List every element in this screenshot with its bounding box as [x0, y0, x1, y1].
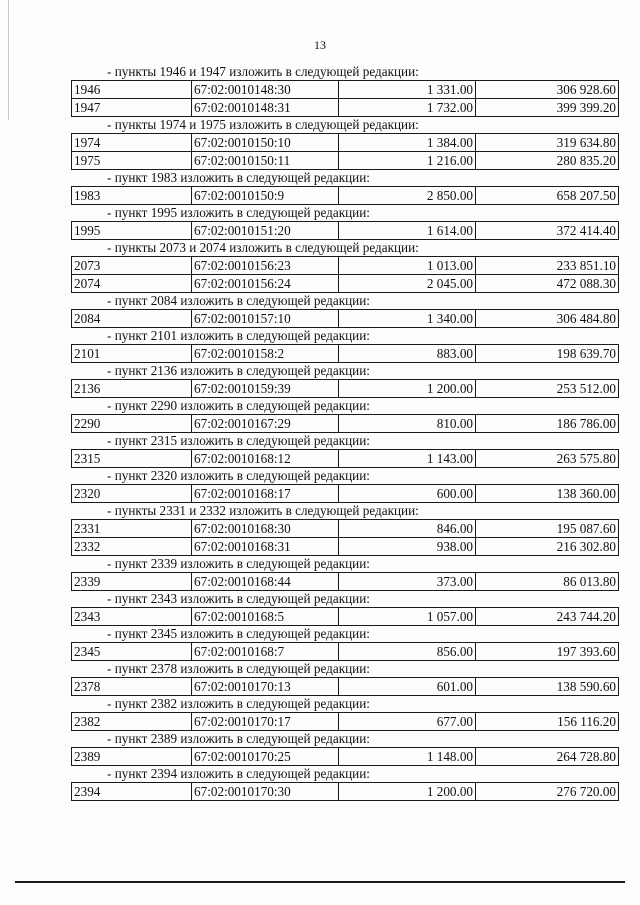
table-row — [72, 310, 619, 328]
cadastral-number-cell: 67:02:0010150:10 — [192, 134, 339, 152]
item-number-cell: 2320 — [72, 485, 192, 503]
cadastral-value-cell: 372 414.40 — [476, 222, 619, 240]
amendment-table — [71, 186, 619, 205]
cadastral-number-cell: 67:02:0010167:29 — [192, 415, 339, 433]
cadastral-value-cell: 306 928.60 — [476, 81, 619, 99]
table-row — [72, 520, 619, 538]
item-number-cell: 2378 — [72, 678, 192, 696]
amendment-table — [71, 642, 619, 661]
amendment-heading: - пункт 2320 изложить в следующей редакции: — [107, 468, 370, 483]
cadastral-number-cell: 67:02:0010148:30 — [192, 81, 339, 99]
table-row — [72, 99, 619, 117]
table-row — [72, 222, 619, 240]
amendment-table — [71, 484, 619, 503]
table-row — [72, 275, 619, 293]
cadastral-number-cell: 67:02:0010170:13 — [192, 678, 339, 696]
item-number-cell: 2084 — [72, 310, 192, 328]
amendment-table — [71, 747, 619, 766]
amendment-heading: - пункт 2394 изложить в следующей редакции: — [107, 766, 370, 781]
amendment-table — [71, 133, 619, 170]
cadastral-number-cell: 67:02:0010168:17 — [192, 485, 339, 503]
table-row — [72, 152, 619, 170]
amendment-heading: - пункты 1946 и 1947 изложить в следующей редакции: — [107, 64, 419, 79]
amendment-table — [71, 572, 619, 591]
table-row — [72, 713, 619, 731]
item-number-cell: 1983 — [72, 187, 192, 205]
table-row — [72, 187, 619, 205]
cadastral-value-cell: 198 639.70 — [476, 345, 619, 363]
table-row — [72, 748, 619, 766]
scan-left-margin-mark — [8, 0, 9, 120]
area-cell: 1 384.00 — [339, 134, 476, 152]
item-number-cell: 1974 — [72, 134, 192, 152]
item-number-cell: 2343 — [72, 608, 192, 626]
area-cell: 600.00 — [339, 485, 476, 503]
page-number: 13 — [314, 38, 326, 52]
cadastral-number-cell: 67:02:0010168:12 — [192, 450, 339, 468]
amendment-heading: - пункт 1995 изложить в следующей редакции: — [107, 205, 370, 220]
footer-rule — [15, 881, 625, 883]
area-cell: 1 057.00 — [339, 608, 476, 626]
amendment-heading: - пункт 2290 изложить в следующей редакции: — [107, 398, 370, 413]
cadastral-number-cell: 67:02:0010170:25 — [192, 748, 339, 766]
area-cell: 373.00 — [339, 573, 476, 591]
area-cell: 1 340.00 — [339, 310, 476, 328]
area-cell: 2 045.00 — [339, 275, 476, 293]
cadastral-value-cell: 138 590.60 — [476, 678, 619, 696]
cadastral-value-cell: 276 720.00 — [476, 783, 619, 801]
cadastral-value-cell: 280 835.20 — [476, 152, 619, 170]
cadastral-number-cell: 67:02:0010151:20 — [192, 222, 339, 240]
table-row — [72, 678, 619, 696]
area-cell: 846.00 — [339, 520, 476, 538]
area-cell: 883.00 — [339, 345, 476, 363]
document-body — [71, 64, 616, 801]
area-cell: 856.00 — [339, 643, 476, 661]
cadastral-number-cell: 67:02:0010170:30 — [192, 783, 339, 801]
item-number-cell: 2290 — [72, 415, 192, 433]
amendment-heading: - пункт 2382 изложить в следующей редакции: — [107, 696, 370, 711]
cadastral-value-cell: 263 575.80 — [476, 450, 619, 468]
cadastral-value-cell: 216 302.80 — [476, 538, 619, 556]
amendment-heading: - пункт 2315 изложить в следующей редакции: — [107, 433, 370, 448]
cadastral-value-cell: 472 088.30 — [476, 275, 619, 293]
cadastral-value-cell: 233 851.10 — [476, 257, 619, 275]
cadastral-number-cell: 67:02:0010157:10 — [192, 310, 339, 328]
area-cell: 1 331.00 — [339, 81, 476, 99]
cadastral-number-cell: 67:02:0010170:17 — [192, 713, 339, 731]
amendment-heading: - пункт 2343 изложить в следующей редакции: — [107, 591, 370, 606]
item-number-cell: 2136 — [72, 380, 192, 398]
amendment-table — [71, 414, 619, 433]
item-number-cell: 1995 — [72, 222, 192, 240]
area-cell: 1 200.00 — [339, 380, 476, 398]
amendment-table — [71, 782, 619, 801]
area-cell: 1 143.00 — [339, 450, 476, 468]
cadastral-value-cell: 399 399.20 — [476, 99, 619, 117]
cadastral-number-cell: 67:02:0010156:24 — [192, 275, 339, 293]
area-cell: 601.00 — [339, 678, 476, 696]
table-row — [72, 257, 619, 275]
amendment-table — [71, 379, 619, 398]
table-row — [72, 608, 619, 626]
cadastral-value-cell: 156 116.20 — [476, 713, 619, 731]
area-cell: 1 148.00 — [339, 748, 476, 766]
item-number-cell: 2389 — [72, 748, 192, 766]
amendment-heading: - пункт 2345 изложить в следующей редакции: — [107, 626, 370, 641]
table-row — [72, 643, 619, 661]
area-cell: 938.00 — [339, 538, 476, 556]
cadastral-number-cell: 67:02:0010159:39 — [192, 380, 339, 398]
amendment-heading: - пункт 2136 изложить в следующей редакции: — [107, 363, 370, 378]
table-row — [72, 134, 619, 152]
amendment-heading: - пункты 2073 и 2074 изложить в следующей редакции: — [107, 240, 419, 255]
amendment-table — [71, 80, 619, 117]
cadastral-value-cell: 243 744.20 — [476, 608, 619, 626]
item-number-cell: 2073 — [72, 257, 192, 275]
area-cell: 810.00 — [339, 415, 476, 433]
item-number-cell: 1946 — [72, 81, 192, 99]
item-number-cell: 2315 — [72, 450, 192, 468]
cadastral-value-cell: 86 013.80 — [476, 573, 619, 591]
table-row — [72, 380, 619, 398]
amendment-table — [71, 256, 619, 293]
cadastral-number-cell: 67:02:0010148:31 — [192, 99, 339, 117]
amendment-table — [71, 677, 619, 696]
cadastral-value-cell: 306 484.80 — [476, 310, 619, 328]
area-cell: 2 850.00 — [339, 187, 476, 205]
amendment-table — [71, 221, 619, 240]
amendment-heading: - пункт 2339 изложить в следующей редакции: — [107, 556, 370, 571]
table-row — [72, 538, 619, 556]
table-row — [72, 573, 619, 591]
area-cell: 1 216.00 — [339, 152, 476, 170]
amendment-heading: - пункты 2331 и 2332 изложить в следующей редакции: — [107, 503, 419, 518]
amendment-table — [71, 712, 619, 731]
item-number-cell: 1947 — [72, 99, 192, 117]
item-number-cell: 1975 — [72, 152, 192, 170]
item-number-cell: 2074 — [72, 275, 192, 293]
amendment-table — [71, 449, 619, 468]
table-row — [72, 345, 619, 363]
item-number-cell: 2331 — [72, 520, 192, 538]
amendment-heading: - пункт 2084 изложить в следующей редакции: — [107, 293, 370, 308]
item-number-cell: 2339 — [72, 573, 192, 591]
cadastral-value-cell: 253 512.00 — [476, 380, 619, 398]
cadastral-number-cell: 67:02:0010150:9 — [192, 187, 339, 205]
amendment-heading: - пункты 1974 и 1975 изложить в следующей редакции: — [107, 117, 419, 132]
area-cell: 677.00 — [339, 713, 476, 731]
cadastral-number-cell: 67:02:0010168:5 — [192, 608, 339, 626]
area-cell: 1 732.00 — [339, 99, 476, 117]
amendment-table — [71, 344, 619, 363]
amendment-table — [71, 519, 619, 556]
cadastral-number-cell: 67:02:0010150:11 — [192, 152, 339, 170]
amendment-heading: - пункт 2101 изложить в следующей редакции: — [107, 328, 370, 343]
table-row — [72, 415, 619, 433]
cadastral-value-cell: 658 207.50 — [476, 187, 619, 205]
area-cell: 1 013.00 — [339, 257, 476, 275]
item-number-cell: 2332 — [72, 538, 192, 556]
cadastral-value-cell: 186 786.00 — [476, 415, 619, 433]
cadastral-number-cell: 67:02:0010168:31 — [192, 538, 339, 556]
item-number-cell: 2101 — [72, 345, 192, 363]
cadastral-value-cell: 264 728.80 — [476, 748, 619, 766]
cadastral-number-cell: 67:02:0010156:23 — [192, 257, 339, 275]
item-number-cell: 2394 — [72, 783, 192, 801]
cadastral-number-cell: 67:02:0010168:44 — [192, 573, 339, 591]
cadastral-value-cell: 138 360.00 — [476, 485, 619, 503]
table-row — [72, 485, 619, 503]
cadastral-number-cell: 67:02:0010158:2 — [192, 345, 339, 363]
item-number-cell: 2382 — [72, 713, 192, 731]
table-row — [72, 783, 619, 801]
cadastral-value-cell: 319 634.80 — [476, 134, 619, 152]
cadastral-number-cell: 67:02:0010168:30 — [192, 520, 339, 538]
amendment-heading: - пункт 2389 изложить в следующей редакции: — [107, 731, 370, 746]
item-number-cell: 2345 — [72, 643, 192, 661]
cadastral-value-cell: 195 087.60 — [476, 520, 619, 538]
area-cell: 1 614.00 — [339, 222, 476, 240]
cadastral-value-cell: 197 393.60 — [476, 643, 619, 661]
table-row — [72, 450, 619, 468]
area-cell: 1 200.00 — [339, 783, 476, 801]
amendment-heading: - пункт 1983 изложить в следующей редакции: — [107, 170, 370, 185]
amendment-table — [71, 309, 619, 328]
amendment-heading: - пункт 2378 изложить в следующей редакции: — [107, 661, 370, 676]
amendment-table — [71, 607, 619, 626]
cadastral-number-cell: 67:02:0010168:7 — [192, 643, 339, 661]
table-row — [72, 81, 619, 99]
